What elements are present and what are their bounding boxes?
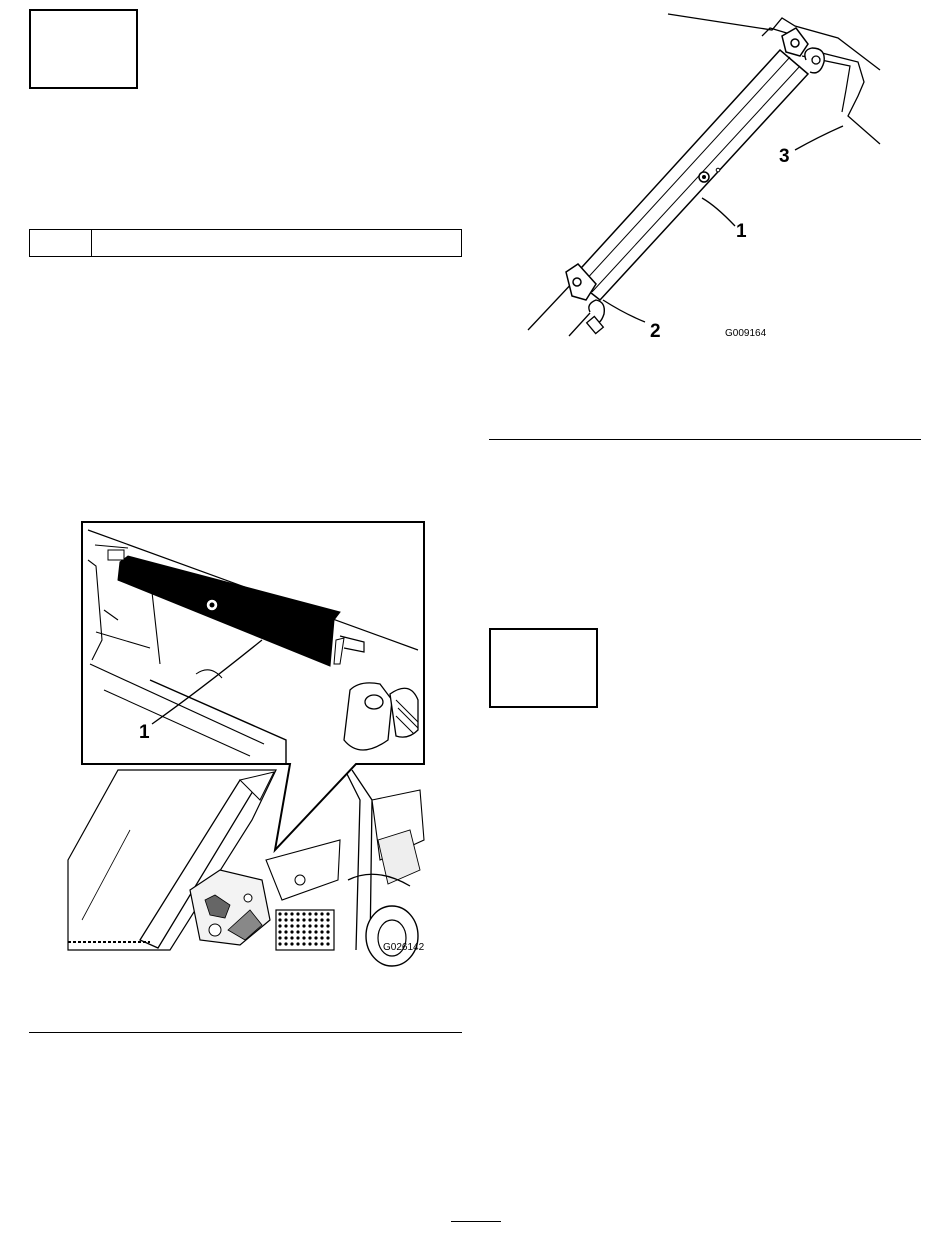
grille-hole [302, 942, 305, 945]
grille-hole [302, 924, 305, 927]
grille-hole [296, 942, 299, 945]
grille-hole [314, 936, 317, 939]
grille-hole [314, 912, 317, 915]
callout-1-bottom: 1 [139, 722, 150, 743]
grille-hole [320, 924, 323, 927]
grille-hole [326, 918, 329, 921]
grille-hole [302, 918, 305, 921]
grille-hole [278, 924, 281, 927]
grille-hole [308, 942, 311, 945]
grille-hole [302, 930, 305, 933]
grille-hole [308, 912, 311, 915]
grille-hole [326, 924, 329, 927]
grille-hole [296, 924, 299, 927]
grille-hole [326, 912, 329, 915]
grille-hole [290, 924, 293, 927]
grille-hole [290, 918, 293, 921]
grille-hole [320, 912, 323, 915]
figure-code-top: G009164 [725, 328, 767, 339]
grille-hole [278, 918, 281, 921]
grille-hole [314, 918, 317, 921]
grille-hole [320, 936, 323, 939]
vehicle-drawing [68, 770, 424, 966]
grille-hole [320, 918, 323, 921]
grille-hole [278, 912, 281, 915]
callout-1-top: 1 [736, 221, 747, 242]
grille-hole [314, 942, 317, 945]
grille-hole [296, 912, 299, 915]
grille-hole [308, 930, 311, 933]
grille-hole [284, 942, 287, 945]
grille-hole [278, 942, 281, 945]
grille-hole [302, 936, 305, 939]
grille-hole [308, 918, 311, 921]
grille-hole [326, 936, 329, 939]
grille-hole [326, 942, 329, 945]
grille-hole [320, 930, 323, 933]
grille-hole [284, 918, 287, 921]
grille-hole [308, 936, 311, 939]
callout-2-top: 2 [650, 321, 661, 342]
figure-code-bottom: G026142 [383, 942, 425, 953]
grille-hole [308, 924, 311, 927]
grille-hole [278, 930, 281, 933]
grille-hole [290, 942, 293, 945]
grille-hole [296, 918, 299, 921]
grille-hole [290, 936, 293, 939]
grille-hole [284, 912, 287, 915]
callout-3-top: 3 [779, 146, 790, 167]
grille-hole [284, 924, 287, 927]
grille-hole [278, 936, 281, 939]
grille-hole [326, 930, 329, 933]
grille-hole [302, 912, 305, 915]
grille-hole [320, 942, 323, 945]
grille-hole [296, 930, 299, 933]
grille-hole [296, 936, 299, 939]
grille-hole [290, 930, 293, 933]
grille-hole [290, 912, 293, 915]
grille-hole [284, 936, 287, 939]
grille-hole [284, 930, 287, 933]
grille-hole [314, 924, 317, 927]
grille [276, 910, 334, 950]
grille-hole [314, 930, 317, 933]
